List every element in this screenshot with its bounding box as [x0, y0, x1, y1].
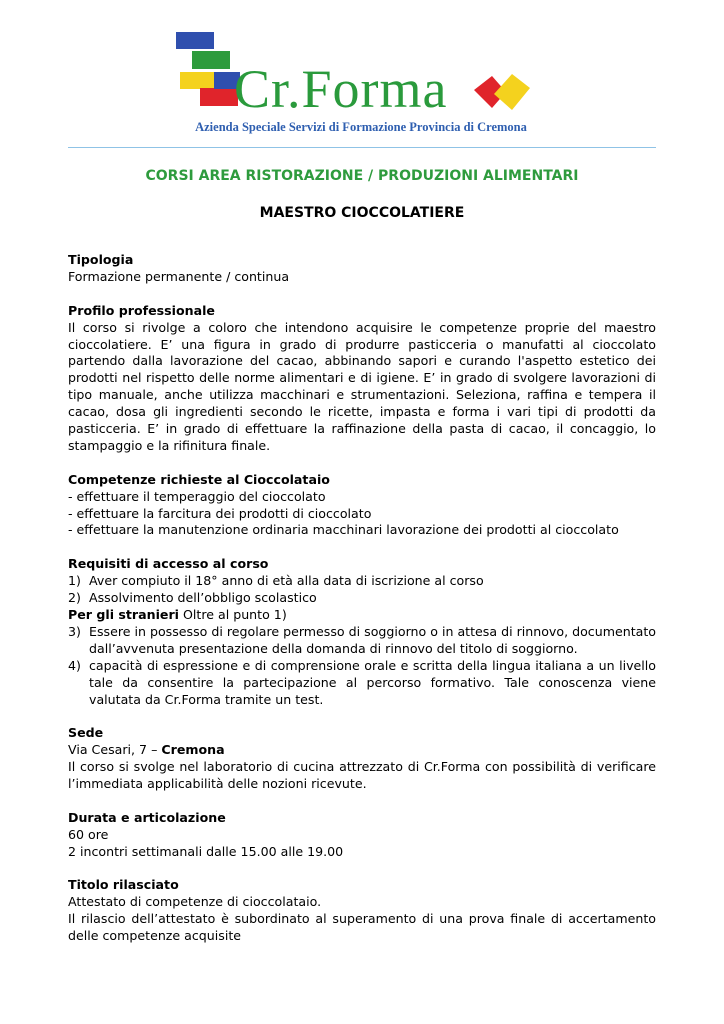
list-number: 1) — [68, 573, 81, 589]
list-item — [68, 573, 656, 590]
sede-city: Cremona — [161, 742, 225, 758]
logo-yellow-square — [180, 72, 218, 89]
logo-subtitle: Azienda Speciale Servizi di Formazione Provincia di Cremona — [195, 120, 527, 134]
list-item — [68, 590, 656, 607]
section-durata — [68, 810, 656, 861]
list-number: 2) — [68, 590, 81, 606]
section-title: Tipologia — [68, 252, 134, 267]
section-title: Sede — [68, 725, 104, 741]
section-tipologia — [68, 252, 656, 286]
section-text: Formazione permanente / continua — [68, 268, 290, 284]
durata-schedule: 2 incontri settimanali dalle 15.00 alle 19.00 — [68, 843, 344, 859]
section-competenze — [68, 472, 656, 540]
logo-wordmark: Cr.Forma — [234, 59, 448, 119]
titolo-line2: Il rilascio dell’attestato è subordinato al superamento di una prova finale di accertamento delle competenze acquisite — [68, 911, 656, 944]
header-divider — [68, 147, 656, 148]
section-title: Requisiti di accesso al corso — [68, 556, 269, 572]
durata-hours: 60 ore — [68, 826, 109, 842]
page-title: CORSI AREA RISTORAZIONE / PRODUZIONI ALIMENTARI — [145, 168, 579, 184]
logo-blue-square — [176, 32, 214, 49]
course-name: MAESTRO CIOCCOLATIERE — [259, 205, 465, 221]
section-text: Il corso si rivolge a coloro che intendono acquisire le competenze proprie del maestro cioccolatiere. E’ una figura in grado di produrre pasticceria o manufatti al cioccolato partendo dalla lavorazione del cacao, abbinando sapori e curando l'aspetto estetico dei prodotti nel rispetto delle norme alimentari e di igiene. E’ in grado di svolgere lavorazioni di tipo manuale, anche utilizza macchinari e strumentazioni. Seleziona, raffina e tempera il cacao, dosa gli ingredienti secondo le ricette, impasta e forma i vari tipi di prodotti da pasticceria. E’ in grado di effettuare la raffinazione della pasta di cacao, il concaggio, lo stampaggio e la rifinitura finale. — [68, 319, 656, 453]
section-title: Competenze richieste al Cioccolataio — [68, 471, 330, 487]
list-text: Assolvimento dell’obbligo scolastico — [89, 590, 317, 606]
sede-address: Via Cesari, 7 – — [68, 742, 162, 758]
stranieri-line — [68, 607, 656, 624]
section-text: Il corso si svolge nel laboratorio di cucina attrezzato di Cr.Forma con possibilità di verificare l’immediata applicabilità delle nozioni ricevute. — [68, 759, 656, 792]
stranieri-text: Oltre al punto 1) — [178, 606, 287, 622]
section-sede — [68, 725, 656, 793]
stranieri-label: Per gli stranieri — [68, 606, 179, 622]
list-item: - effettuare la farcitura dei prodotti di cioccolato — [68, 505, 372, 521]
section-title: Durata e articolazione — [68, 809, 226, 825]
titolo-line1: Attestato di competenze di cioccolataio. — [68, 894, 322, 910]
list-item: - effettuare il temperaggio del cioccolato — [68, 488, 326, 504]
section-title: Profilo professionale — [68, 302, 215, 318]
list-item — [68, 624, 656, 658]
document-body — [68, 252, 656, 962]
list-text: capacità di espressione e di comprensione orale e scritta della lingua italiana a un livello tale da consentire la partecipazione al percorso formativo. Tale conoscenza viene valutata da Cr.Forma tramite un test. — [89, 657, 656, 707]
logo-arrow-icon — [472, 68, 532, 112]
section-requisiti — [68, 556, 656, 708]
logo-green-square — [192, 51, 230, 69]
list-text: Essere in possesso di regolare permesso di soggiorno o in attesa di rinnovo, documentato dall’avvenuta presentazione della domanda di rinnovo del titolo di soggiorno. — [89, 623, 656, 656]
section-title: Titolo rilasciato — [68, 877, 179, 893]
crforma-logo — [172, 28, 542, 140]
logo-red-square — [200, 88, 238, 106]
list-item: - effettuare la manutenzione ordinaria macchinari lavorazione dei prodotti al cioccolato — [68, 522, 619, 538]
list-number: 3) — [68, 623, 81, 639]
section-profilo — [68, 303, 656, 455]
section-titolo — [68, 877, 656, 945]
list-text: Aver compiuto il 18° anno di età alla data di iscrizione al corso — [89, 573, 484, 589]
sede-address-line — [68, 742, 656, 759]
list-number: 4) — [68, 657, 81, 673]
list-item — [68, 658, 656, 709]
